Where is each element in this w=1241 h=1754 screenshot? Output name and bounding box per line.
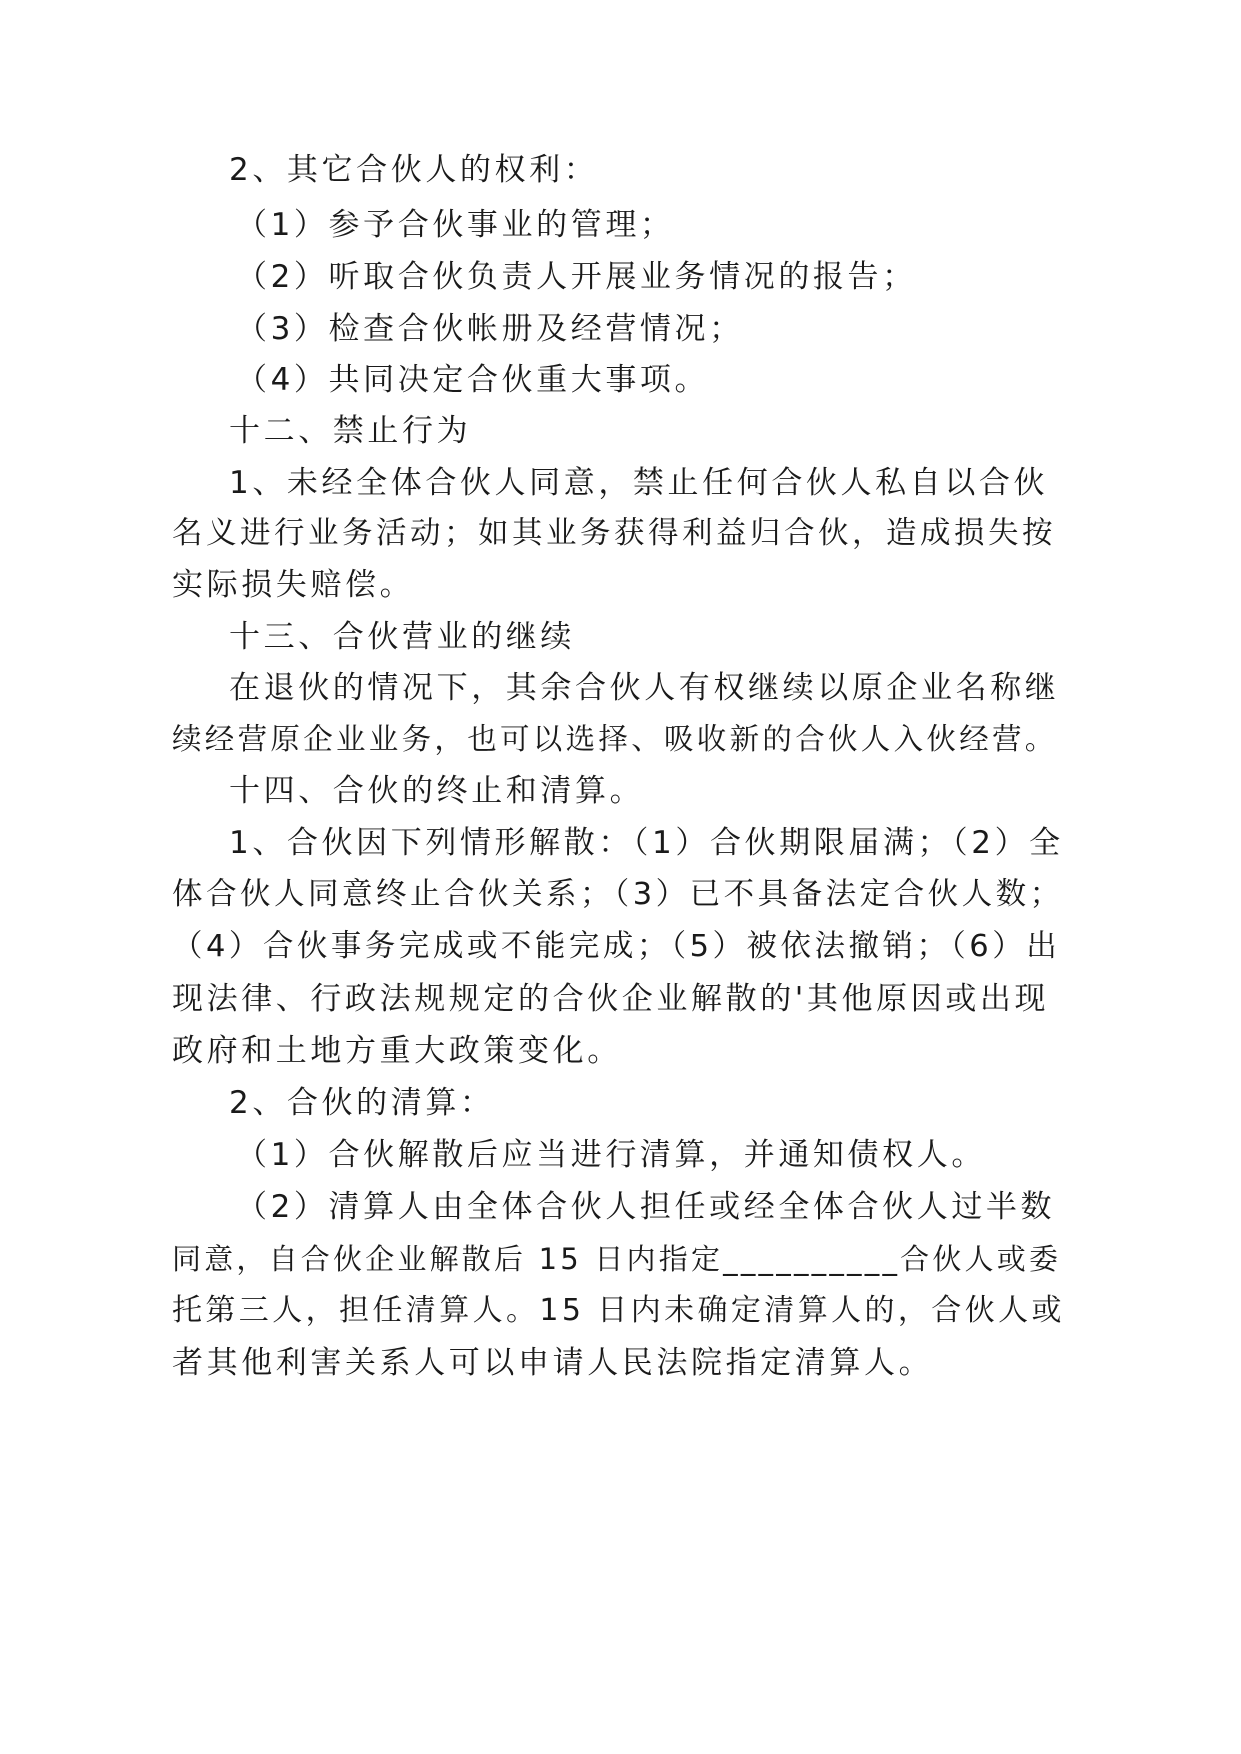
text-line: （1）参予合伙事业的管理； xyxy=(236,207,675,243)
text-line: 实际损失赔偿。 xyxy=(172,567,415,603)
section-heading: 十二、禁止行为 xyxy=(229,413,472,449)
text-line: 体合伙人同意终止合伙关系；（3）已不具备法定合伙人数； xyxy=(172,877,1064,912)
text-line: 名义进行业务活动；如其业务获得利益归合伙，造成损失按 xyxy=(172,516,1056,551)
text-line: 2、合伙的清算： xyxy=(229,1085,495,1121)
text-line: 在退伙的情况下，其余合伙人有权继续以原企业名称继 xyxy=(229,670,1060,706)
text-line: 1、未经全体合伙人同意，禁止任何合伙人私自以合伙 xyxy=(229,465,1049,501)
text-line: （2）听取合伙负责人开展业务情况的报告； xyxy=(236,259,917,295)
text-line: （4）共同决定合伙重大事项。 xyxy=(236,362,710,398)
text-line: 续经营原企业业务，也可以选择、吸收新的合伙人入伙经营。 xyxy=(172,722,1058,756)
text-line: 者其他利害关系人可以申请人民法院指定清算人。 xyxy=(172,1345,934,1381)
section-heading: 十四、合伙的终止和清算。 xyxy=(229,773,645,809)
text-line: 2、其它合伙人的权利： xyxy=(229,152,599,188)
text-line: （4）合伙事务完成或不能完成；（5）被依法撤销；（6）出 xyxy=(172,929,1061,964)
text-line: 政府和土地方重大政策变化。 xyxy=(172,1033,622,1069)
section-heading: 十三、合伙营业的继续 xyxy=(229,619,575,655)
text-line: （2）清算人由全体合伙人担任或经全体合伙人过半数 xyxy=(236,1189,1056,1225)
text-line: 1、合伙因下列情形解散：（1）合伙期限届满；（2）全 xyxy=(229,825,1064,861)
text-line: （3）检查合伙帐册及经营情况； xyxy=(236,311,744,347)
text-line: 现法律、行政法规规定的合伙企业解散的'其他原因或出现 xyxy=(172,981,1050,1017)
text-line: 托第三人，担任清算人。15 日内未确定清算人的，合伙人或 xyxy=(172,1293,1065,1328)
text-line: 同意，自合伙企业解散后 15 日内指定__________合伙人或委 xyxy=(172,1242,1062,1276)
text-line: （1）合伙解散后应当进行清算，并通知债权人。 xyxy=(236,1137,986,1173)
